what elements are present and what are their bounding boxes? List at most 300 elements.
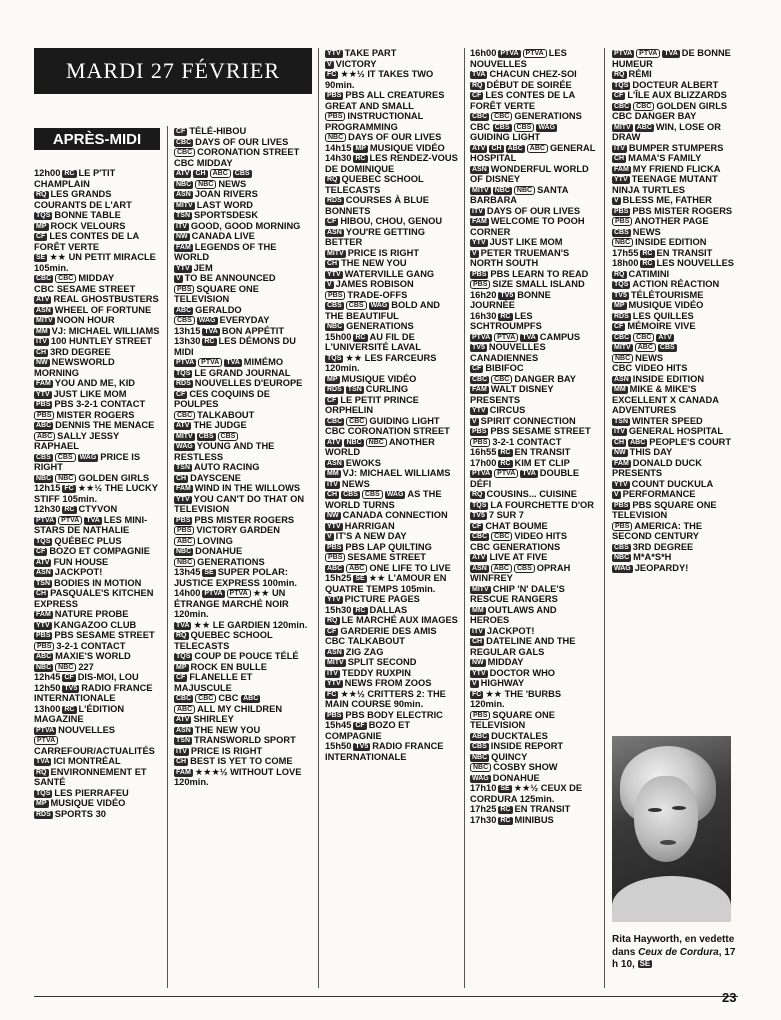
channel-badge: YTV [327, 522, 341, 530]
channel-badge: CBC [472, 533, 488, 540]
program-title: DONAHUE [492, 772, 540, 783]
program-title: LAST WORD [196, 199, 254, 210]
channel-badge-outline: ABC [346, 564, 367, 573]
channel-badge: TVA [522, 333, 536, 341]
channel-badge: ITV [614, 144, 625, 152]
channel-badge-outline: PBS [174, 285, 194, 294]
program-title: BODIES IN MOTION [54, 577, 142, 588]
program-title: EVERYDAY [219, 315, 270, 325]
listing-entry [325, 269, 459, 280]
program-title: PRICE IS RIGHT [34, 451, 141, 472]
listing-entry [470, 143, 596, 164]
program-title: NEWS [635, 352, 664, 363]
channel-badge: TV5 [614, 291, 627, 299]
listing-column-1 [34, 168, 160, 990]
channel-badge: FAM [176, 243, 191, 251]
listing-entry [612, 458, 738, 479]
listing-entry [470, 164, 596, 185]
channel-badge: ITV [472, 207, 483, 215]
program-title: INSIDE EDITION [635, 237, 707, 247]
channel-badge-outline: CBC [55, 274, 76, 283]
listing-entry [612, 300, 738, 311]
channel-badge: FAM [614, 165, 629, 173]
program-title: PRICE IS RIGHT [347, 247, 420, 258]
channel-badge-outline: CBC [633, 102, 654, 111]
channel-badge: SE [204, 569, 214, 576]
listing-entry [174, 431, 308, 442]
channel-badge-outline: CBC [346, 417, 367, 426]
listing-entry [612, 311, 738, 322]
caption-film-title: Ceux de Cordura [638, 946, 719, 958]
time-slot: 15h25 [325, 573, 352, 583]
channel-badge: PTVA [472, 470, 491, 477]
channel-badge: TVA [226, 359, 240, 366]
channel-badge: RC [64, 170, 75, 177]
channel-badge-outline: ABC [34, 432, 55, 441]
channel-badge-outline: CBC [174, 148, 195, 157]
photo-caption [612, 934, 738, 972]
program-title: NEWS FROM ZOOS [344, 678, 432, 688]
channel-badge: WAG [198, 317, 216, 324]
listing-entry [34, 767, 160, 788]
listing-entry [325, 468, 459, 479]
program-title: WALT DISNEY PRESENTS [470, 384, 554, 405]
program-title: GOLDEN GIRLS [78, 472, 150, 483]
program-title: COUNT DUCKULA [631, 478, 714, 489]
listing-entry [174, 767, 308, 788]
program-title: EN TRANSIT [514, 447, 571, 457]
date-banner: MARDI 27 FÉVRIER [34, 48, 312, 94]
channel-badge: NBC [36, 474, 52, 482]
listing-entry [174, 420, 308, 431]
channel-badge: RC [500, 312, 511, 320]
listing-entry [325, 573, 459, 594]
listing-entry [174, 441, 308, 462]
listing-entry [612, 48, 738, 69]
listing-entry [174, 221, 308, 232]
channel-badge: MP [327, 375, 338, 383]
listing-entry [470, 510, 596, 521]
listing-entry [34, 252, 160, 273]
channel-badge: ASN [472, 564, 487, 572]
program-title: MÉMOIRE VIVE [627, 321, 696, 331]
channel-badge: NW [472, 659, 484, 666]
channel-badge: TV5 [355, 743, 369, 750]
listing-entry [34, 452, 160, 473]
listing-entry [174, 326, 308, 337]
channel-badge: ITV [472, 627, 483, 635]
channel-badge: TSN [176, 212, 190, 219]
program-title: TÉLÉTOURISME [630, 289, 704, 300]
program-title: CATIMINI [628, 268, 670, 279]
channel-badge: CBS [614, 228, 629, 236]
program-title: CBC [218, 693, 239, 703]
program-title: DOCTOR WHO [489, 667, 556, 678]
channel-badge: FC [327, 690, 337, 698]
channel-badge: TQS [472, 501, 487, 509]
channel-badge: V [614, 197, 619, 204]
channel-badge: RDS [327, 386, 342, 393]
program-title: SPORTSDESK [194, 210, 259, 220]
program-title: MUSIQUE VIDÉO [341, 373, 417, 384]
listing-entry [470, 332, 596, 343]
listing-entry [325, 416, 459, 427]
listing-entry [612, 437, 738, 448]
listing-entry [470, 815, 596, 826]
channel-badge: WAG [472, 774, 489, 782]
channel-badge: MITV [327, 659, 344, 666]
listing-entry [470, 657, 596, 668]
program-title: CANADA CONNECTION [342, 510, 448, 520]
program-title: LES GRANDS COURANTS DE L'ART [34, 189, 132, 210]
channel-badge-outline: ABC [527, 144, 548, 153]
program-title: LES DÉMONS DU MIDI [174, 336, 296, 357]
channel-badge: ASN [327, 228, 342, 236]
program-title: MIDDAY [78, 273, 115, 283]
channel-badge: TQS [36, 537, 51, 545]
channel-badge-outline: NBC [55, 474, 76, 483]
listing-entry [174, 567, 308, 588]
listing-entry [612, 332, 738, 343]
listing-entry [34, 273, 160, 284]
listing-entry [325, 710, 459, 721]
listing-entry [470, 437, 596, 448]
program-title: LIVE AT FIVE [489, 552, 548, 562]
program-title: LES PIERRAFEU [54, 787, 129, 798]
channel-badge: ASN [176, 191, 191, 198]
channel-badge: FAM [176, 768, 191, 776]
listing-entry [470, 405, 596, 416]
channel-badge: CH [36, 590, 47, 597]
time-slot: 12h00 [34, 168, 61, 178]
program-title: CBC CORONATION STREET [325, 426, 450, 436]
program-title: QUÉBEC PLUS [54, 535, 122, 546]
program-title: JACKPOT! [486, 625, 535, 636]
program-title: CAMPUS [539, 331, 581, 342]
listing-entry [325, 531, 459, 542]
time-slot: 13h45 [174, 567, 201, 577]
listing-entry [325, 290, 459, 301]
program-title: YOU AND ME, KID [54, 378, 136, 388]
program-title: DATELINE AND THE REGULAR GALS [470, 636, 576, 657]
channel-badge-outline: CBC [633, 333, 654, 342]
channel-badge: TV5 [472, 512, 485, 519]
listing-entry [325, 216, 459, 227]
channel-badge: CBS [36, 453, 51, 461]
channel-badge: PBS [327, 711, 342, 719]
listing-entry [174, 693, 308, 704]
channel-badge: V [327, 533, 332, 540]
time-slot: 17h10 [470, 783, 497, 793]
program-title: DE BONNE HUMEUR [612, 48, 731, 69]
listing-entry [612, 321, 738, 332]
listing-entry [470, 426, 596, 437]
program-title: CHAT BOUME [485, 520, 548, 531]
program-title: IT'S A NEW DAY [335, 531, 407, 541]
listing-entry [174, 263, 308, 274]
listing-entry [325, 227, 459, 248]
listing-entry [34, 473, 160, 484]
listing-entry [325, 321, 459, 332]
channel-badge: TSN [36, 579, 50, 587]
program-title: SALLY JESSY RAPHAEL [34, 430, 120, 451]
program-title: ROCK VELOURS [50, 220, 126, 231]
channel-badge: CF [472, 365, 482, 372]
listing-entry [470, 90, 596, 111]
time-slot: 15h45 [325, 720, 352, 730]
program-title: ICI MONTRÉAL [53, 756, 121, 766]
listing-entry [470, 521, 596, 532]
listing-entry [612, 258, 738, 269]
program-title: ★★½ CRITTERS 2: THE MAIN COURSE 90min. [325, 688, 446, 709]
program-title: PBS LAP QUILTING [345, 541, 432, 552]
listing-entry [470, 741, 596, 752]
channel-badge-outline: ABC [174, 537, 195, 546]
channel-badge: SE [639, 959, 651, 968]
listing-entry [612, 248, 738, 259]
listing-entry [612, 174, 738, 195]
program-title: CBC TALKABOUT [325, 636, 405, 646]
program-title: DANGER BAY [514, 373, 576, 384]
channel-badge: RC [642, 260, 653, 267]
channel-badge: MITV [36, 317, 53, 324]
channel-badge: PBS [614, 501, 629, 509]
channel-badge: ASN [176, 726, 191, 734]
listing-entry [174, 714, 308, 725]
program-title: SQUARE ONE TELEVISION [174, 283, 259, 304]
channel-badge: TVA [36, 758, 50, 765]
listing-entry [612, 237, 738, 248]
listing-entry [34, 315, 160, 326]
program-title: LA FOURCHETTE D'OR [490, 499, 594, 510]
listing-entry [34, 788, 160, 799]
listing-entry [612, 69, 738, 80]
channel-badge-outline: PBS [470, 280, 490, 289]
listing-entry [174, 315, 308, 326]
channel-badge: CBS [659, 344, 675, 351]
channel-badge: RQ [36, 191, 47, 198]
program-title: ONE LIFE TO LIVE [369, 562, 451, 573]
channel-badge: TVA [86, 516, 100, 524]
program-title: CBC MIDDAY [174, 157, 233, 168]
listing-entry [174, 651, 308, 662]
listing-entry [325, 426, 459, 437]
channel-badge-outline: PTVA [494, 469, 518, 478]
channel-badge: NW [176, 233, 188, 240]
listing-entry [174, 137, 308, 148]
listing-entry [470, 542, 596, 553]
channel-badge: MITV [614, 123, 631, 131]
listing-column-2 [174, 126, 308, 990]
channel-badge: PTVA [176, 359, 195, 366]
channel-badge: CH [614, 438, 625, 446]
program-title: HARRIGAN [344, 520, 395, 531]
program-title: ANOTHER PAGE [634, 216, 709, 226]
program-title: CANADA LIVE [191, 231, 255, 241]
time-slot: 13h00 [34, 703, 61, 714]
listing-entry [325, 132, 459, 143]
program-title: COSBY SHOW [493, 762, 558, 772]
channel-badge: CF [176, 390, 186, 398]
channel-badge-outline: PTVA [523, 49, 547, 58]
channel-badge: ASN [327, 459, 342, 467]
program-title: MIDDAY [487, 657, 524, 667]
listing-entry [470, 269, 596, 280]
program-title: TO BE ANNOUNCED [184, 273, 276, 283]
program-title: BONNE JOURNÉE [470, 289, 551, 310]
channel-badge: CF [327, 396, 337, 404]
channel-badge: ABC [36, 422, 52, 429]
time-slot: 17h00 [470, 457, 497, 468]
program-title: QUINCY [491, 751, 528, 762]
program-title: COUP DE POUCE TÉLÉ [194, 651, 299, 661]
listing-entry [612, 122, 738, 143]
listing-entry [612, 363, 738, 374]
listing-entry [612, 489, 738, 500]
channel-badge: CBS [472, 743, 487, 750]
channel-badge: ATV [176, 716, 190, 723]
listing-entry [325, 300, 459, 321]
listing-entry [325, 174, 459, 195]
channel-badge: CF [64, 674, 74, 681]
channel-badge: PBS [614, 207, 629, 215]
channel-badge: CBS [198, 432, 214, 440]
listing-entry [470, 678, 596, 689]
listing-entry [34, 588, 160, 609]
channel-badge: TVA [472, 71, 486, 78]
program-title: WELCOME TO POOH CORNER [470, 216, 585, 237]
listing-entry [325, 143, 459, 154]
program-title: RADIO FRANCE INTERNATIONALE [325, 741, 444, 762]
channel-badge: ITV [327, 480, 338, 488]
channel-badge: TVA [204, 327, 218, 335]
program-title: ★★ UN ÉTRANGE MARCHÉ NOIR 120min. [174, 588, 289, 619]
program-title: VJ: MICHAEL WILLIAMS [51, 325, 160, 336]
program-title: SIZE SMALL ISLAND [492, 279, 585, 289]
listing-entry [612, 143, 738, 154]
program-title: NOUVELLES CANADIENNES [470, 342, 546, 363]
listing-entry [612, 111, 738, 122]
listing-entry [34, 221, 160, 232]
channel-badge: RC [64, 705, 75, 713]
channel-badge: V [327, 281, 332, 288]
channel-badge: MITV [472, 585, 489, 593]
channel-badge: CBC [176, 695, 192, 702]
listing-entry [470, 563, 596, 584]
channel-badge-outline: CBC [491, 375, 512, 384]
listing-entry [325, 678, 459, 689]
channel-badge: FAM [36, 611, 51, 618]
listing-entry [325, 48, 459, 59]
listing-entry [612, 80, 738, 91]
channel-badge: RC [64, 506, 75, 513]
program-title: SANTA BARBARA [470, 184, 569, 205]
listing-entry [174, 557, 308, 568]
program-title: CHIP 'N' DALE'S RESCUE RANGERS [470, 583, 565, 604]
channel-badge: ITV [176, 222, 187, 230]
channel-badge: RC [204, 338, 215, 345]
program-title: FLANELLE ET MAJUSCULE [174, 672, 253, 693]
listing-entry [174, 546, 308, 557]
channel-badge: CH [36, 348, 47, 356]
program-title: DAYS OF OUR LIVES [195, 136, 289, 147]
program-title: CORONATION STREET [197, 147, 300, 157]
channel-badge: TSN [614, 417, 628, 425]
program-title: PBS SESAME STREET [54, 630, 155, 640]
program-title: NEWS [632, 226, 661, 237]
program-title: ROCK EN BULLE [190, 661, 267, 672]
channel-badge: PBS [472, 270, 487, 278]
program-title: NEWS [218, 178, 247, 189]
channel-badge: PBS [472, 428, 487, 435]
channel-badge: CF [614, 323, 624, 330]
listing-entry [470, 626, 596, 637]
channel-badge: TQS [36, 789, 51, 797]
listing-entry [612, 479, 738, 490]
channel-badge-outline: PBS [325, 112, 345, 121]
program-title: JEM [193, 262, 213, 273]
program-title: ALL MY CHILDREN [197, 703, 283, 714]
program-title: JUST LIKE MOM [53, 388, 127, 399]
channel-badge-outline: PTVA [34, 736, 58, 745]
listing-entry [34, 326, 160, 337]
program-title: DAYS OF OUR LIVES [486, 205, 581, 216]
program-title: CHACUN CHEZ-SOI [489, 69, 577, 79]
channel-badge: TQS [176, 369, 191, 377]
program-title: NEWSWORLD MORNING [34, 357, 115, 378]
channel-badge: RDS [614, 312, 629, 320]
time-slot: 14h00 [174, 588, 201, 598]
program-title: LE PETIT PRINCE ORPHELIN [325, 394, 419, 415]
listing-entry [612, 500, 738, 521]
program-title: 3-2-1 CONTACT [56, 640, 126, 651]
listing-entry [325, 353, 459, 374]
channel-badge: ATV [176, 170, 190, 177]
channel-badge-outline: CBS [218, 432, 239, 441]
channel-badge: YTV [176, 264, 190, 272]
channel-badge: PTVA [36, 516, 55, 524]
channel-badge-outline: NBC [55, 663, 76, 672]
channel-badge: CBS [343, 491, 358, 498]
program-title: BEST IS YET TO COME [190, 756, 293, 766]
program-title: LES RENDEZ-VOUS DE DOMINIQUE [325, 153, 458, 174]
channel-badge: TSN [347, 386, 362, 393]
channel-badge: FAM [36, 380, 51, 387]
column-divider [464, 48, 465, 988]
channel-badge: RQ [614, 270, 625, 278]
listing-entry [325, 647, 459, 658]
program-title: LES QUILLES [632, 310, 694, 321]
program-title: CURLING [365, 384, 409, 394]
program-title: NOON HOUR [56, 315, 115, 325]
column-divider [167, 126, 168, 988]
listing-entry [470, 48, 596, 69]
channel-badge: ATV [472, 554, 486, 561]
caption-text: Rita Hayworth, en vedette dans [612, 934, 735, 958]
channel-badge: ITV [176, 747, 187, 755]
channel-badge: FC [472, 690, 482, 698]
program-title: MUSIQUE VIDÉO [628, 300, 704, 310]
channel-badge: TQS [36, 212, 51, 219]
channel-badge: CH [327, 260, 338, 267]
program-title: PBS LEARN TO READ [490, 268, 589, 279]
channel-badge: TVA [522, 470, 536, 477]
program-title: EN TRANSIT [514, 804, 571, 814]
listing-entry [34, 641, 160, 652]
channel-badge: CBS [494, 123, 510, 131]
channel-badge: ITV [614, 428, 625, 435]
program-title: ★★½ IT TAKES TWO 90min. [325, 69, 434, 90]
